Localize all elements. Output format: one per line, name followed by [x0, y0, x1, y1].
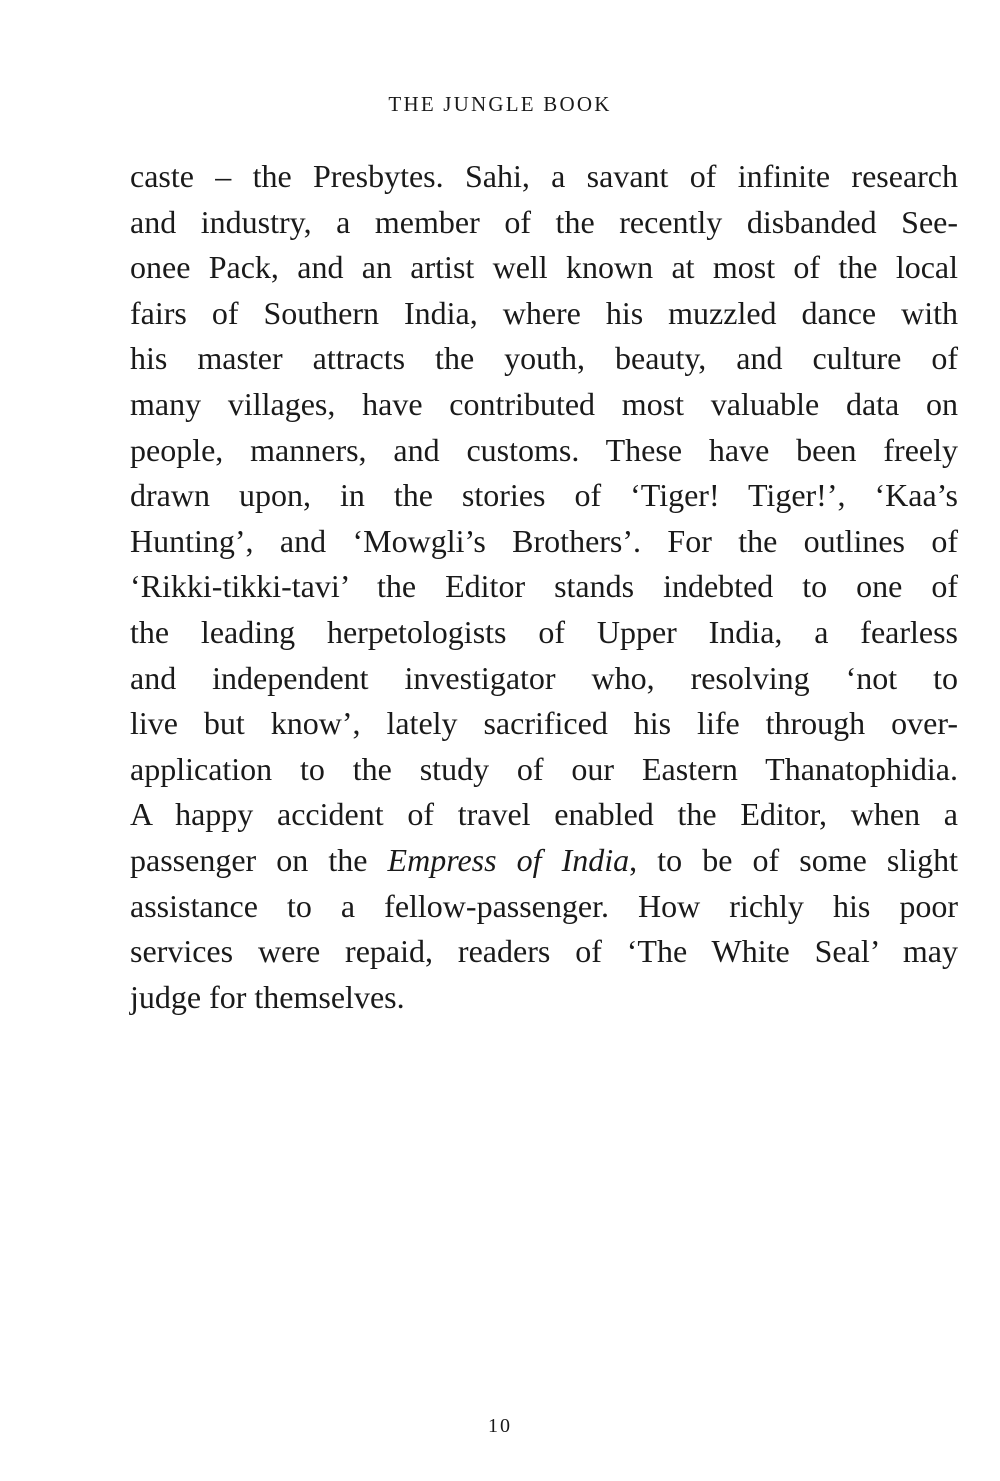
text-line-with-ship-name [130, 838, 958, 884]
text-segment: passenger on the [130, 841, 388, 878]
text-line: and independent investigator who, resolving ‘not to [130, 659, 958, 696]
page-number: 10 [488, 1415, 512, 1437]
text-line: drawn upon, in the stories of ‘Tiger! Tiger!’, ‘Kaa’s [130, 477, 958, 514]
text-line: and industry, a member of the recently disbanded See- [130, 203, 958, 240]
text-line: live but know’, lately sacrificed his life through over- [130, 705, 958, 742]
text-line: his master attracts the youth, beauty, and culture of [130, 340, 958, 377]
ship-name-italic: Empress of India [387, 841, 630, 878]
text-line: the leading herpetologists of Upper India, a fearless [130, 613, 958, 650]
body-paragraph [130, 154, 958, 1020]
text-line: many villages, have contributed most valuable data on [130, 385, 958, 422]
text-line: application to the study of our Eastern Thanatophidia. [130, 750, 958, 787]
text-line: ‘Rikki-tikki-tavi’ the Editor stands indebted to one of [130, 568, 958, 605]
text-line: people, manners, and customs. These have been freely [130, 431, 958, 468]
text-line: caste – the Presbytes. Sahi, a savant of infinite research [130, 158, 958, 194]
text-line: onee Pack, and an artist well known at most of the local [130, 249, 958, 286]
text-line: Hunting’, and ‘Mowgli’s Brothers’. For the outlines of [130, 522, 958, 559]
text-line: assistance to a fellow-passenger. How richly his poor [130, 887, 958, 924]
text-line-last: judge for themselves. [130, 978, 405, 1015]
text-line: fairs of Southern India, where his muzzled dance with [130, 294, 958, 331]
text-segment: , to be of some slight [629, 841, 959, 878]
text-line: A happy accident of travel enabled the Editor, when a [130, 796, 958, 833]
text-line: services were repaid, readers of ‘The White Seal’ may [130, 933, 958, 970]
running-head: THE JUNGLE BOOK [388, 92, 612, 116]
